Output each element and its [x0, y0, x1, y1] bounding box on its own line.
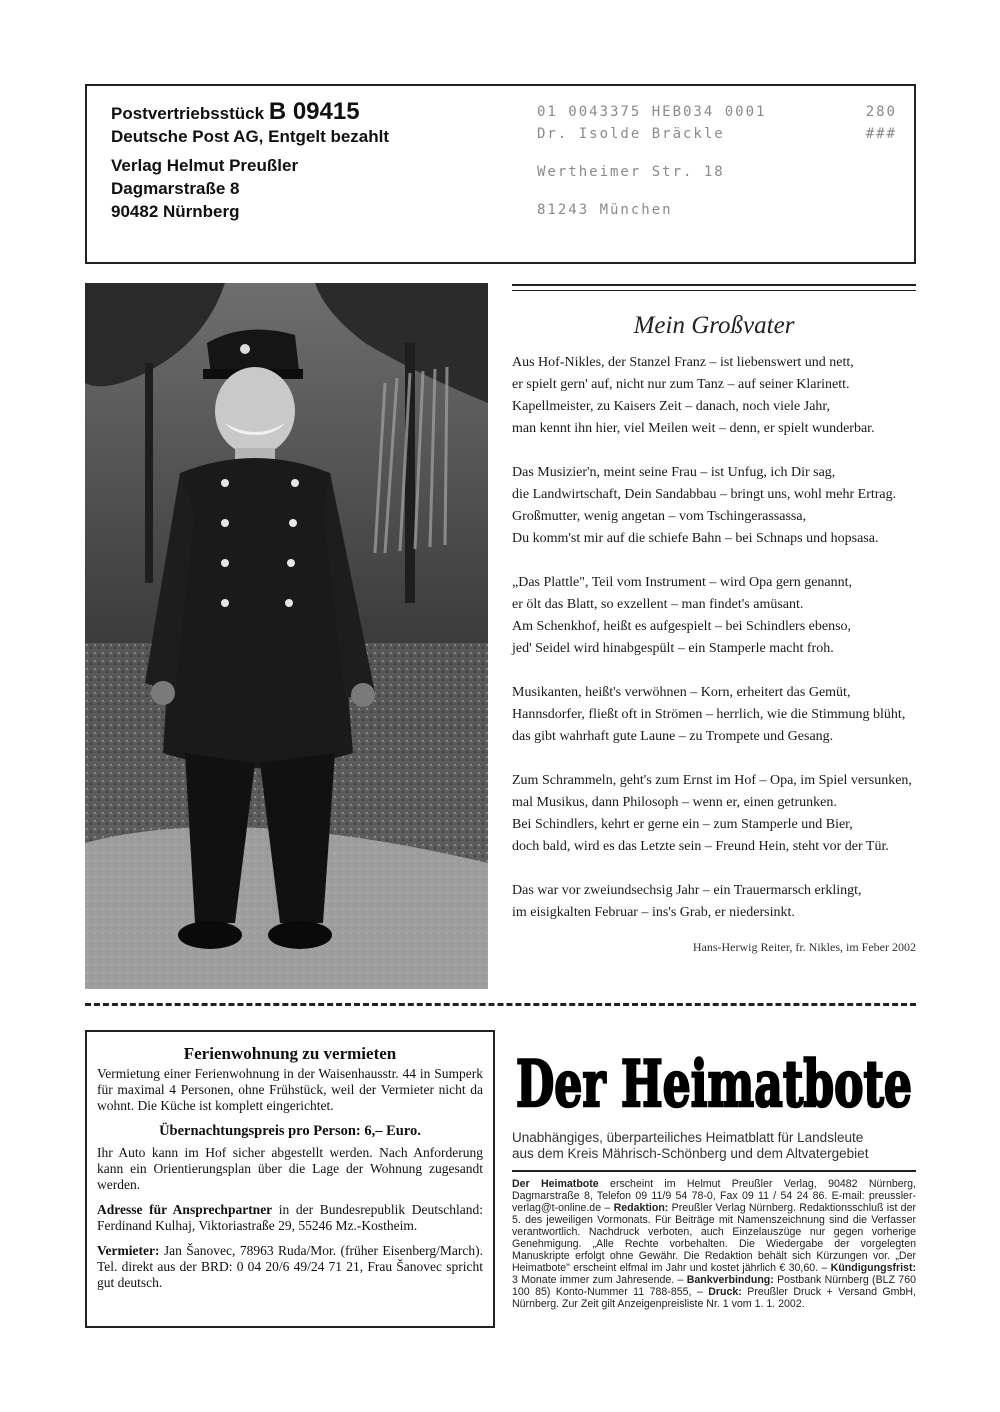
sender-block	[111, 100, 389, 223]
poem-line: er spielt gern' auf, nicht nur zum Tanz – auf seiner Klarinett.	[512, 377, 850, 392]
logo-text: Der Heimatbote	[516, 1047, 912, 1122]
poem-line: er ölt das Blatt, so exzellent – man findet's amüsant.	[512, 597, 804, 612]
impressum: Der Heimatbote erscheint im Helmut Preußler Verlag, 90482 Nürnberg, Dagmarstraße 8, Telefon 09 11/9 54 78-0, Fax 09 11 / 54 24 86. E-mail: preussler-verlag@t-online.de – Redaktion: Preußler Verlag Nürnberg. Redaktionsschluß ist der 5. des jeweiligen Vormonats. Für Beiträge mit Namenszeichnung sind die Verfasser verantwortlich. Nachdruck verboten, auch Einzelauszüge nur gegen vorherige Genehmigung. „Alle Rechte vorbehalten. Die Wiedergabe der vorgelegten Manuskripte erfolgt ohne Gewähr. Die Redaktion behält sich Kürzungen vor. „Der Heimatbote" erscheint elfmal im Jahr und kostet jährlich € 30,60. – Kündigungsfrist: 3 Monate immer zum Jahresende. – Bankverbindung: Postbank Nürnberg (BLZ 760 100 85) Konto-Nummer 11 788-855, – Druck: Preußler Druck + Versand GmbH, Nürnberg. Zur Zeit gilt Anzeigenpreisliste Nr. 1 vom 1. 1. 2002.	[512, 1178, 916, 1310]
poem-line: Musikanten, heißt's verwöhnen – Korn, erheitert das Gemüt,	[512, 685, 851, 700]
recipient-city: 81243 München	[537, 202, 673, 218]
recipient-code: 01 0043375 HEB034 0001	[537, 104, 767, 120]
postvertrieb-number: B 09415	[268, 98, 360, 125]
recipient-street: Wertheimer Str. 18	[537, 164, 725, 180]
heimatbote-logo	[512, 1032, 916, 1124]
poem-line: Bei Schindlers, kehrt er gerne ein – zum Stamperle und Bier,	[512, 817, 853, 832]
publisher-name: Verlag Helmut Preußler	[111, 156, 299, 175]
dashed-separator	[85, 1003, 916, 1006]
stanza-4	[512, 682, 916, 748]
post-line: Deutsche Post AG, Entgelt bezahlt	[111, 127, 390, 146]
poem-author: Hans-Herwig Reiter, fr. Nikles, im Feber 2002	[692, 940, 916, 954]
recipient-name-right: ###	[865, 126, 897, 142]
stanza-6	[512, 880, 916, 924]
poem-rule-thin	[512, 290, 916, 291]
stanza-2	[512, 462, 916, 550]
poem-line: Aus Hof-Nikles, der Stanzel Franz – ist liebenswert und nett,	[512, 355, 854, 370]
poem-line: Zum Schrammeln, geht's zum Ernst im Hof – Opa, im Spiel versunken,	[512, 773, 912, 788]
recipient-code-right: 280	[865, 104, 897, 120]
poem-line: Kapellmeister, zu Kaisers Zeit – danach, noch viele Jahr,	[512, 399, 831, 414]
poem-line: Das war vor zweiundsechsig Jahr – ein Trauermarsch erklingt,	[512, 883, 862, 898]
poem-line: man kennt ihn hier, viel Meilen weit – denn, er spielt wunderbar.	[512, 421, 875, 436]
address-box	[85, 84, 916, 264]
poem-line: die Landwirtschaft, Dein Sandabbau – bringt uns, wohl mehr Ertrag.	[512, 487, 897, 502]
publisher-city: 90482 Nürnberg	[111, 202, 240, 221]
poem-title: Mein Großvater	[633, 312, 795, 339]
stanza-1	[512, 352, 916, 440]
recipient-block	[537, 104, 907, 224]
poem-line: im eisigkalten Februar – ins's Grab, er niedersinkt.	[512, 905, 795, 920]
postvertrieb-line: Postvertriebsstück B 09415	[111, 98, 360, 125]
poem-rule-thick	[512, 284, 916, 286]
poem-line: Am Schenkhof, heißt es aufgespielt – bei Schindlers ebenso,	[512, 619, 852, 634]
publisher-street: Dagmarstraße 8	[111, 179, 240, 198]
ad-landlord: Vermieter: Jan Šanovec, 78963 Ruda/Mor. (früher Eisenberg/March). Tel. direkt aus der BRD: 0 04 20/6 49/24 71 21, Frau Šanovec spricht gut deutsch.	[97, 1243, 483, 1290]
poem-line: „Das Plattle", Teil vom Instrument – wird Opa gern genannt,	[512, 575, 853, 590]
stanza-3	[512, 572, 916, 660]
rental-ad	[85, 1030, 495, 1328]
poem-line: Das Musizier'n, meint seine Frau – ist Unfug, ich Dir sag,	[512, 465, 836, 480]
tagline-line: Unabhängiges, überparteiliches Heimatblatt für Landsleute	[512, 1130, 864, 1145]
poem-line: doch bald, wird es das Letzte sein – Freund Hein, steht vor der Tür.	[512, 839, 889, 854]
ad-price: Übernachtungspreis pro Person: 6,– Euro.	[159, 1123, 421, 1139]
masthead-rule	[512, 1170, 916, 1172]
grandfather-photo	[85, 283, 488, 989]
poem-line: Hannsdorfer, fließt oft in Strömen – herrlich, wie die Stimmung blüht,	[512, 707, 906, 722]
poem-line: Großmutter, wenig angetan – vom Tschingerassassa,	[512, 509, 807, 524]
recipient-name: Dr. Isolde Bräckle	[537, 126, 725, 142]
poem-line: mal Musikus, dann Philosoph – wenn er, einen getrunken.	[512, 795, 837, 810]
stanza-5	[512, 770, 916, 858]
poem-body	[512, 352, 916, 946]
poem-line: jed' Seidel wird hinabgespült – ein Stamperle macht froh.	[512, 641, 834, 656]
poem-line: das gibt wahrhaft gute Laune – zu Trompete und Gesang.	[512, 729, 834, 744]
ad-title: Ferienwohnung zu vermieten	[183, 1044, 397, 1063]
ad-car: Ihr Auto kann im Hof sicher abgestellt werden. Nach Anforderung kann ein Orientierungsplan über die Lage der Wohnung zugesandt werden.	[97, 1145, 483, 1192]
tagline-line: aus dem Kreis Mährisch-Schönberg und dem Altvatergebiet	[512, 1146, 869, 1161]
tagline	[512, 1130, 916, 1162]
poem-line: Du komm'st mir auf die schiefe Bahn – bei Schnaps und hopsasa.	[512, 531, 879, 546]
ad-contact: Adresse für Ansprechpartner in der Bundesrepublik Deutschland: Ferdinand Kulhaj, Viktoriastraße 29, 55246 Mz.-Kostheim.	[97, 1202, 483, 1233]
ad-intro: Vermietung einer Ferienwohnung in der Waisenhausstr. 44 in Sumperk für maximal 4 Personen, ohne Frühstück, weil der Vermieter nicht da wohnt. Die Küche ist komplett eingerichtet.	[97, 1066, 483, 1113]
